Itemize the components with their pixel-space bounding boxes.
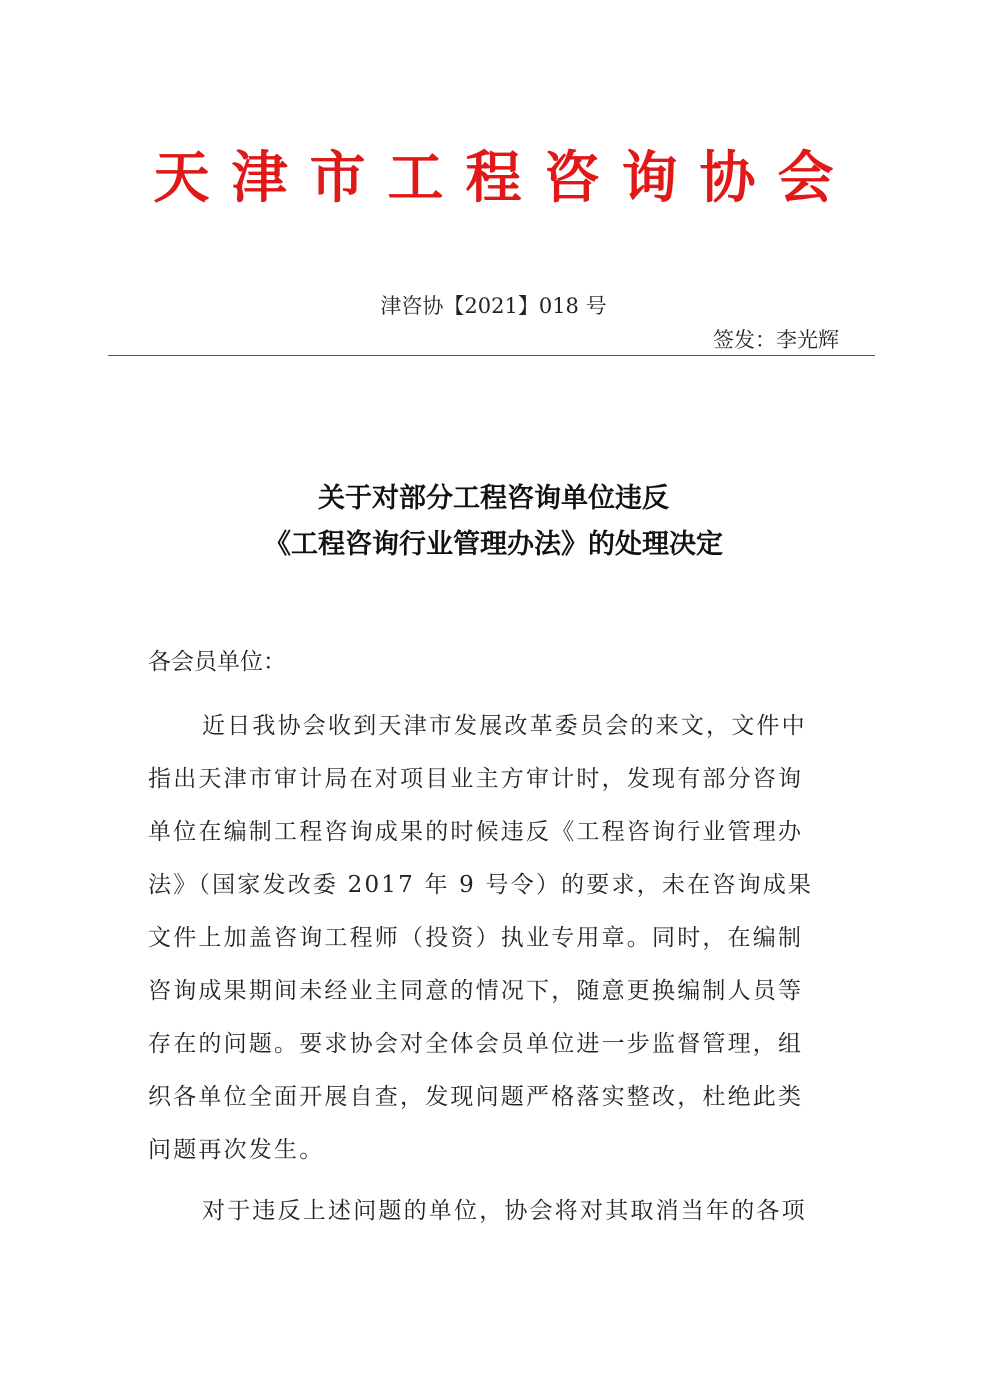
document-title	[0, 476, 987, 568]
paragraph-2-line: 对于违反上述问题的单位，协会将对其取消当年的各项	[202, 1198, 807, 1224]
organization-header: 天津市工程咨询协会	[153, 145, 856, 211]
signer-line: 签发：李光辉	[713, 328, 839, 352]
title-line-1: 关于对部分工程咨询单位违反	[318, 483, 669, 514]
document-body	[148, 706, 848, 1244]
paragraph-1-line: 问题再次发生。	[148, 1137, 325, 1163]
paragraph-1-line: 法》（国家发改委 2017 年 9 号令）的要求，未在咨询成果	[148, 872, 814, 898]
paragraph-1-line: 文件上加盖咨询工程师（投资）执业专用章。同时，在编制	[148, 925, 804, 951]
red-divider-line	[108, 355, 875, 356]
paragraph-1-line: 织各单位全面开展自查，发现问题严格落实整改，杜绝此类	[148, 1084, 804, 1110]
paragraph-1-line: 单位在编制工程咨询成果的时候违反《工程咨询行业管理办	[148, 819, 804, 845]
document-number: 津咨协【2021】018 号	[380, 294, 607, 318]
paragraph-1-line: 指出天津市审计局在对项目业主方审计时，发现有部分咨询	[148, 766, 804, 792]
paragraph-1-line: 存在的问题。要求协会对全体会员单位进一步监督管理，组	[148, 1031, 804, 1057]
paragraph-1-line: 咨询成果期间未经业主同意的情况下，随意更换编制人员等	[148, 978, 804, 1004]
paragraph-gap	[148, 1183, 848, 1191]
salutation: 各会员单位：	[148, 649, 286, 675]
paragraph-1-line: 近日我协会收到天津市发展改革委员会的来文，文件中	[202, 713, 807, 739]
title-line-2: 《工程咨询行业管理办法》的处理决定	[264, 529, 723, 560]
